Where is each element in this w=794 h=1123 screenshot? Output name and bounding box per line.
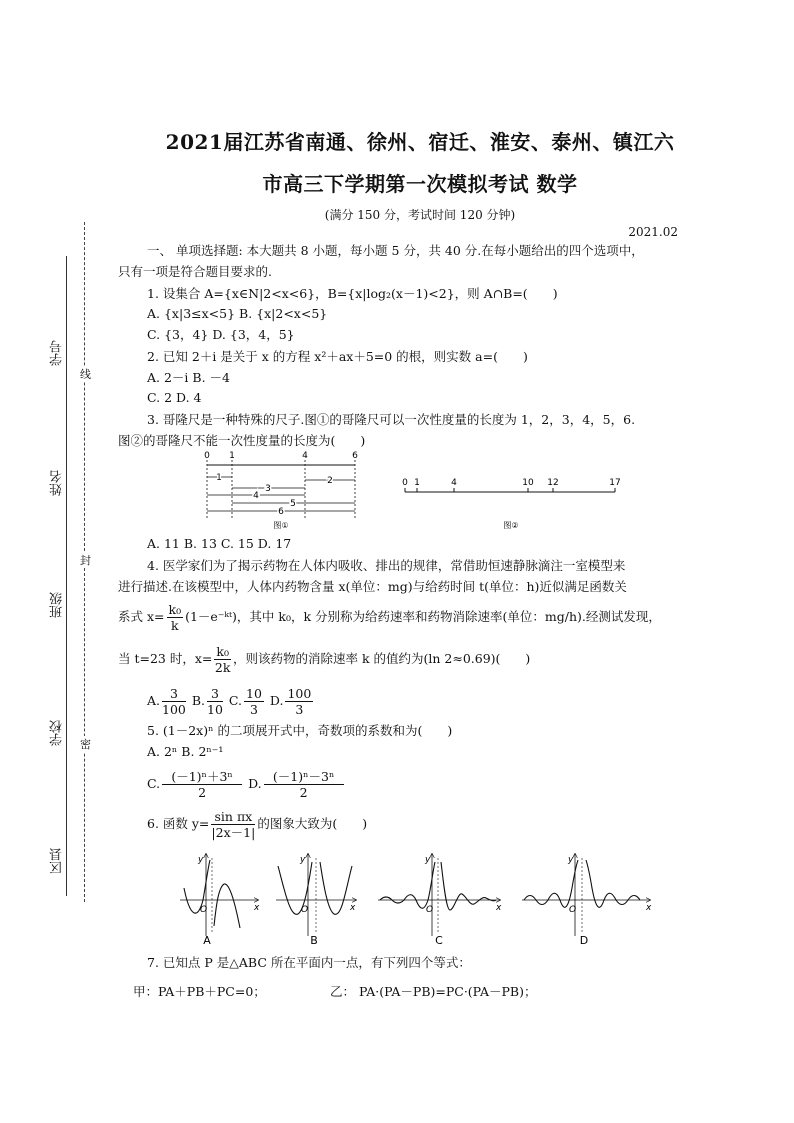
q4-option-b [207, 687, 223, 717]
frac-denominator: 2 [299, 784, 308, 800]
fig1-span-1: 1 [216, 473, 222, 483]
q4-line4-post: ，则该药物的消除速率 k 的值约为(ln 2≈0.69)( ) [232, 651, 531, 666]
q5-stem: 5. (1－2x)ⁿ 的二项展开式中，奇数项的系数和为( ) [147, 723, 453, 738]
cut-mark-seal: 封 [80, 554, 91, 567]
q7-statement-yi: 乙： PA·(PA－PB)=PC·(PA－PB)； [330, 984, 537, 999]
frac-denominator: 2k [214, 659, 231, 675]
q3-options: A. 11 B. 13 C. 15 D. 17 [147, 536, 292, 551]
frac-numerator: (－1)ⁿ－3ⁿ [264, 770, 344, 785]
q6-function-fraction [211, 810, 255, 840]
exam-date: 2021.02 [628, 225, 678, 239]
q1-options-cd: C. {3，4} D. {3，4，5} [147, 327, 295, 342]
q5-option-d [264, 770, 344, 800]
q4-line3 [118, 600, 661, 634]
graph-c-x-label: x [496, 903, 502, 913]
q7-stem: 7. 已知点 P 是△ABC 所在平面内一点，有下列四个等式： [147, 955, 471, 970]
fig1-span-5: 5 [290, 499, 296, 509]
fig2-tick-10: 10 [522, 478, 534, 488]
q7-statement-jia: 甲：PA＋PB＋PC=0； [133, 984, 266, 999]
frac-numerator: 3 [162, 687, 186, 702]
graph-d-x-label: x [646, 903, 652, 913]
q4-line1: 4. 医学家们为了揭示药物在人体内吸收、排出的规律，常借助恒速静脉滴注一室模型来 [147, 558, 626, 573]
graph-c-label: C [435, 934, 443, 947]
q4-fraction-k0-over-k [167, 603, 184, 633]
q6-stem [147, 806, 367, 842]
q4-option-c-label: C. [228, 693, 243, 708]
graph-b-y-label: y [300, 855, 306, 865]
frac-denominator: 3 [295, 701, 304, 717]
frac-numerator: 3 [207, 687, 223, 702]
q3-figures [195, 448, 635, 533]
q5-option-c-label: C. [147, 776, 161, 791]
fig2-tick-12: 12 [547, 478, 559, 488]
frac-numerator: k₀ [216, 643, 229, 659]
q2-stem: 2. 已知 2＋i 是关于 x 的方程 x²＋ax＋5=0 的根，则实数 a=( ) [147, 349, 528, 364]
fig1-caption: 图① [273, 521, 289, 530]
graph-a-label: A [203, 934, 211, 947]
q4-fraction-k0-over-2k [214, 645, 231, 675]
q4-option-c [244, 687, 264, 717]
graph-a-y-label: y [198, 855, 204, 865]
class-label: 班级 [50, 592, 65, 618]
fig1-span-4: 4 [253, 491, 259, 501]
q2-options-ab: A. 2－i B. －4 [147, 370, 230, 385]
fig2-tick-0: 0 [402, 478, 408, 488]
frac-numerator: 10 [246, 685, 262, 701]
q6-graphs [170, 848, 660, 948]
q6-stem-post: 的图象大致为( ) [257, 816, 368, 831]
graph-a-x-label: x [254, 903, 260, 913]
name-label: 姓名 [50, 470, 65, 496]
student-id-label: 学号 [50, 340, 65, 366]
graph-b-origin: O [301, 905, 309, 915]
school-label: 学校 [50, 720, 65, 746]
frac-denominator: k [171, 617, 179, 633]
q1-stem: 1. 设集合 A={x∈N|2<x<6}，B={x|log₂(x－1)<2}，则 A∩B=( ) [147, 286, 558, 301]
q5-option-c [162, 770, 242, 800]
q4-option-d [285, 687, 313, 717]
graph-b-label: B [310, 934, 318, 947]
frac-numerator: 100 [287, 685, 312, 701]
q4-line2: 进行描述.在该模型中，人体内药物含量 x(单位：mg)与给药时间 t(单位：h)近似满足函数关 [118, 579, 627, 594]
frac-numerator: k₀ [168, 601, 182, 617]
graph-d-y-label: y [568, 855, 574, 865]
q3-line2: 图②的哥隆尺不能一次性度量的长度为( ) [118, 433, 366, 448]
page-title-line1: 2021届江苏省南通、徐州、宿迁、淮安、泰州、镇江六 [165, 130, 675, 154]
exam-info: (满分 150 分，考试时间 120 分钟) [324, 208, 516, 222]
fig2-tick-4: 4 [451, 478, 457, 488]
q4-line4 [118, 642, 530, 676]
q4-option-a [162, 687, 186, 717]
section-heading-line1: 一、 单项选择题: 本大题共 8 小题，每小题 5 分，共 40 分.在每小题给出的四个选项中， [147, 243, 644, 258]
graph-d-label: D [579, 934, 589, 947]
q4-option-a-label: A. [147, 693, 161, 708]
q5-option-d-label: D. [248, 776, 262, 791]
q5-options-ab: A. 2ⁿ B. 2ⁿ⁻¹ [147, 744, 224, 759]
frac-denominator: 100 [162, 701, 186, 717]
golomb-ruler-fig2 [402, 478, 621, 530]
section-heading-line2: 只有一项是符合题目要求的. [118, 264, 272, 279]
frac-denominator: 3 [249, 701, 258, 717]
fig2-tick-17: 17 [609, 478, 621, 488]
golomb-ruler-fig1 [204, 451, 358, 530]
frac-denominator: 10 [207, 701, 223, 717]
graph-b [276, 854, 356, 947]
frac-denominator: |2x－1| [211, 824, 256, 840]
q4-line3-pre: 系式 x= [118, 609, 165, 624]
q4-line3-post: (1－e⁻ᵏᵗ)，其中 k₀，k 分别称为给药速率和药物消除速率(单位：mg/h).经测试发现， [185, 609, 661, 624]
frac-denominator: 2 [198, 784, 207, 800]
q5-options-cd [147, 764, 346, 804]
q2-options-cd: C. 2 D. 4 [147, 390, 202, 405]
q3-line1: 3. 哥隆尺是一种特殊的尺子.图①的哥隆尺可以一次性度量的长度为 1，2，3，4，5，6. [147, 412, 636, 427]
q6-stem-pre: 6. 函数 y= [147, 816, 210, 831]
fig1-span-6: 6 [278, 507, 284, 517]
q4-option-b-label: B. [191, 693, 206, 708]
graph-c-y-label: y [425, 855, 431, 865]
graph-d [522, 854, 652, 947]
q4-options [147, 684, 315, 718]
cut-mark-line: 线 [80, 368, 91, 381]
fig1-span-3: 3 [265, 484, 271, 494]
fig1-span-2: 2 [327, 476, 333, 486]
frac-numerator: sin πx [211, 810, 255, 825]
graph-c-origin: O [426, 905, 434, 915]
graph-c [378, 854, 502, 947]
frac-numerator: (－1)ⁿ＋3ⁿ [162, 770, 242, 785]
q1-options-ab: A. {x|3≤x<5} B. {x|2<x<5} [147, 306, 328, 321]
fig1-tick-0: 0 [204, 451, 210, 461]
fig1-tick-1: 1 [229, 451, 235, 461]
fig2-tick-1: 1 [414, 478, 420, 488]
fig1-tick-6: 6 [352, 451, 358, 461]
page-title-line2: 市高三下学期第一次模拟考试 数学 [262, 172, 578, 196]
q4-option-d-label: D. [269, 693, 284, 708]
cut-mark-secret: 密 [80, 738, 91, 751]
graph-b-x-label: x [350, 903, 356, 913]
graph-d-origin: O [569, 905, 577, 915]
graph-a-origin: O [200, 905, 208, 915]
graph-a [180, 854, 260, 947]
q4-line4-pre: 当 t=23 时，x= [118, 651, 213, 666]
fig2-caption: 图② [503, 521, 519, 530]
fig1-tick-4: 4 [302, 451, 308, 461]
district-label: 区县 [50, 848, 65, 874]
